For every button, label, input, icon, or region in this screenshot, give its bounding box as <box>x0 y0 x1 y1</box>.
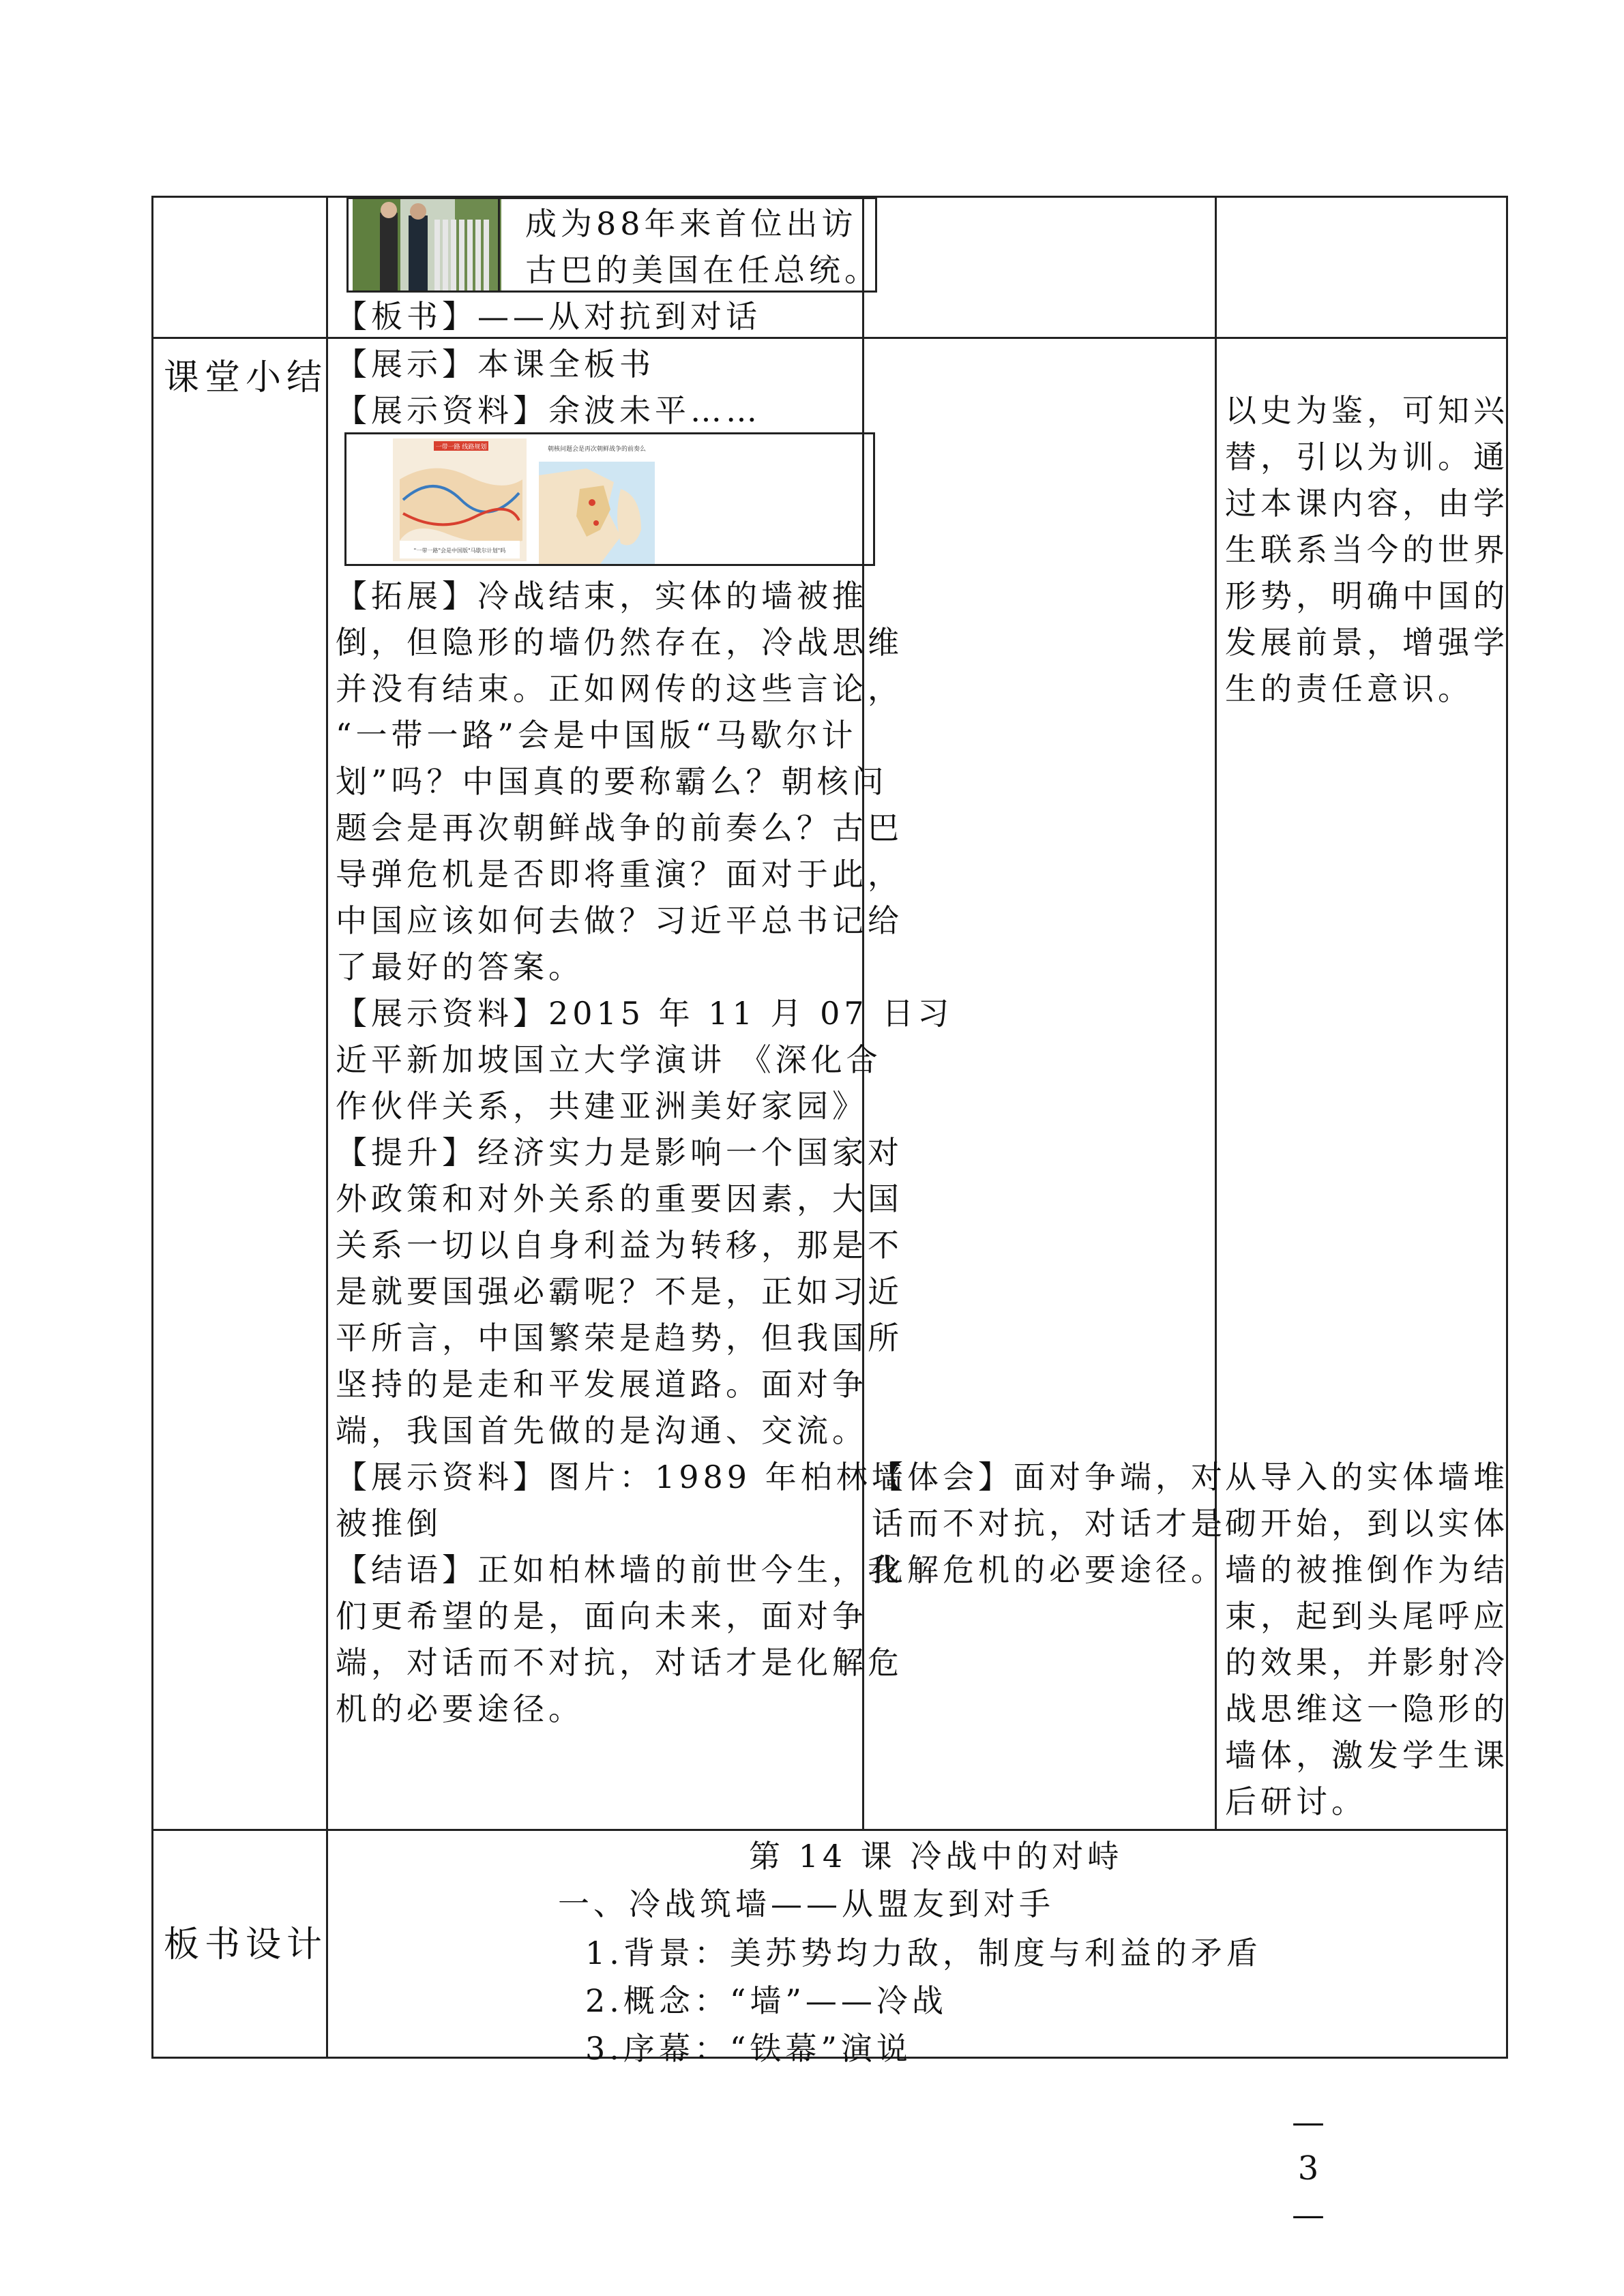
body-line: 作伙伴关系，共建亚洲美好家园》 <box>336 1088 868 1124</box>
body-line: 外政策和对外关系的重要因素，大国 <box>336 1180 903 1217</box>
intent-line: 后研讨。 <box>1225 1783 1367 1820</box>
intent-line: 束，起到头尾呼应 <box>1225 1598 1509 1635</box>
intent-line: 从导入的实体墙堆 <box>1225 1459 1509 1495</box>
board-item: 1.背景：美苏势均力敌，制度与利益的矛盾 <box>585 1935 1262 1971</box>
body-line: 【展示资料】2015 年 11 月 07 日习 <box>336 995 954 1032</box>
reflection-line: 【体会】面对争端，对 <box>872 1459 1226 1495</box>
body-line: 【展示资料】图片：1989 年柏林墙 <box>336 1459 907 1495</box>
caption-line-1: 成为88年来首位出访 <box>525 205 857 242</box>
obama-cuba-photo <box>353 199 501 290</box>
board-note: 【板书】——从对抗到对话 <box>336 298 761 335</box>
korea-map <box>539 434 655 564</box>
intent-line: 生的责任意识。 <box>1225 670 1473 707</box>
body-line: 划”吗？中国真的要称霸么？朝核问 <box>336 763 888 800</box>
intent-line: 替，引以为训。通 <box>1225 438 1509 475</box>
show-board-line: 【展示】本课全板书 <box>336 346 655 383</box>
intent-line: 以史为鉴，可知兴 <box>1225 392 1509 429</box>
body-line: 【提升】经济实力是影响一个国家对 <box>336 1134 903 1171</box>
caption-line-2: 古巴的美国在任总统。 <box>525 252 880 288</box>
reflection-line: 化解危机的必要途径。 <box>872 1551 1226 1588</box>
intent-line: 形势，明确中国的 <box>1225 578 1509 614</box>
body-line: 【拓展】冷战结束，实体的墙被推 <box>336 578 868 614</box>
body-line: 近平新加坡国立大学演讲 《深化合 <box>336 1041 882 1078</box>
rule-col1 <box>326 196 328 2059</box>
figure-divider <box>498 197 500 293</box>
map-left-caption: "一带一路"会是中国版"马歇尔计划"吗 <box>413 548 506 554</box>
rule-row2-bottom <box>151 1829 1508 1831</box>
intent-line: 的效果，并影射冷 <box>1225 1644 1509 1681</box>
body-line: 被推倒 <box>336 1505 442 1542</box>
maps-figure <box>344 432 875 566</box>
body-line: 关系一切以自身利益为转移，那是不 <box>336 1227 903 1264</box>
page-dash-top: — <box>1292 2103 1325 2141</box>
intent-line: 墙体，激发学生课 <box>1225 1737 1509 1774</box>
body-line: 机的必要途径。 <box>336 1690 584 1727</box>
body-line: 并没有结束。正如网传的这些言论， <box>336 670 903 707</box>
intent-line: 生联系当今的世界 <box>1225 531 1509 568</box>
body-line: 平所言，中国繁荣是趋势，但我国所 <box>336 1320 903 1356</box>
body-line: 题会是再次朝鲜战争的前奏么？古巴 <box>336 809 903 846</box>
board-item: 2.概念：“墙”——冷战 <box>585 1982 947 2019</box>
body-line: “一带一路”会是中国版“马歇尔计 <box>336 717 857 754</box>
body-line: 们更希望的是，面向未来，面对争 <box>336 1598 868 1635</box>
row-label-board-design: 板书设计 <box>164 1924 328 1965</box>
intent-line: 发展前景，增强学 <box>1225 624 1509 661</box>
board-section: 一、冷战筑墙——从盟友到对手 <box>558 1885 1054 1922</box>
body-line: 端，对话而不对抗，对话才是化解危 <box>336 1644 903 1681</box>
show-material-line: 【展示资料】余波未平…… <box>336 392 761 429</box>
body-line: 坚持的是走和平发展道路。面对争 <box>336 1366 868 1403</box>
body-line: 【结语】正如柏林墙的前世今生，我 <box>336 1551 903 1588</box>
page-dash-bottom: — <box>1292 2196 1325 2234</box>
body-line: 了最好的答案。 <box>336 949 584 985</box>
body-line: 是就要国强必霸呢？不是，正如习近 <box>336 1273 903 1310</box>
intent-line: 砌开始，到以实体 <box>1225 1505 1509 1542</box>
body-line: 导弹危机是否即将重演？面对于此， <box>336 856 903 893</box>
body-line: 端，我国首先做的是沟通、交流。 <box>336 1412 868 1449</box>
body-line: 中国应该如何去做？习近平总书记给 <box>336 902 903 939</box>
reflection-line: 话而不对抗，对话才是 <box>872 1505 1226 1542</box>
intent-line: 战思维这一隐形的 <box>1225 1690 1509 1727</box>
map-left-title: 一带一路 线路规划 <box>435 444 487 451</box>
board-title: 第 14 课 冷战中的对峙 <box>749 1838 1123 1875</box>
intent-line: 墙的被推倒作为结 <box>1225 1551 1509 1588</box>
page-number: 3 <box>1297 2149 1319 2188</box>
rule-left <box>151 196 153 2059</box>
map-right-caption: 朝核问题会是再次朝鲜战争的前奏么 <box>547 446 647 453</box>
row-label-summary: 课堂小结 <box>164 357 328 398</box>
intent-line: 过本课内容，由学 <box>1225 485 1509 522</box>
belt-road-map <box>393 438 527 561</box>
board-item: 3.序幕：“铁幕”演说 <box>585 2030 912 2067</box>
body-line: 倒，但隐形的墙仍然存在，冷战思维 <box>336 624 903 661</box>
